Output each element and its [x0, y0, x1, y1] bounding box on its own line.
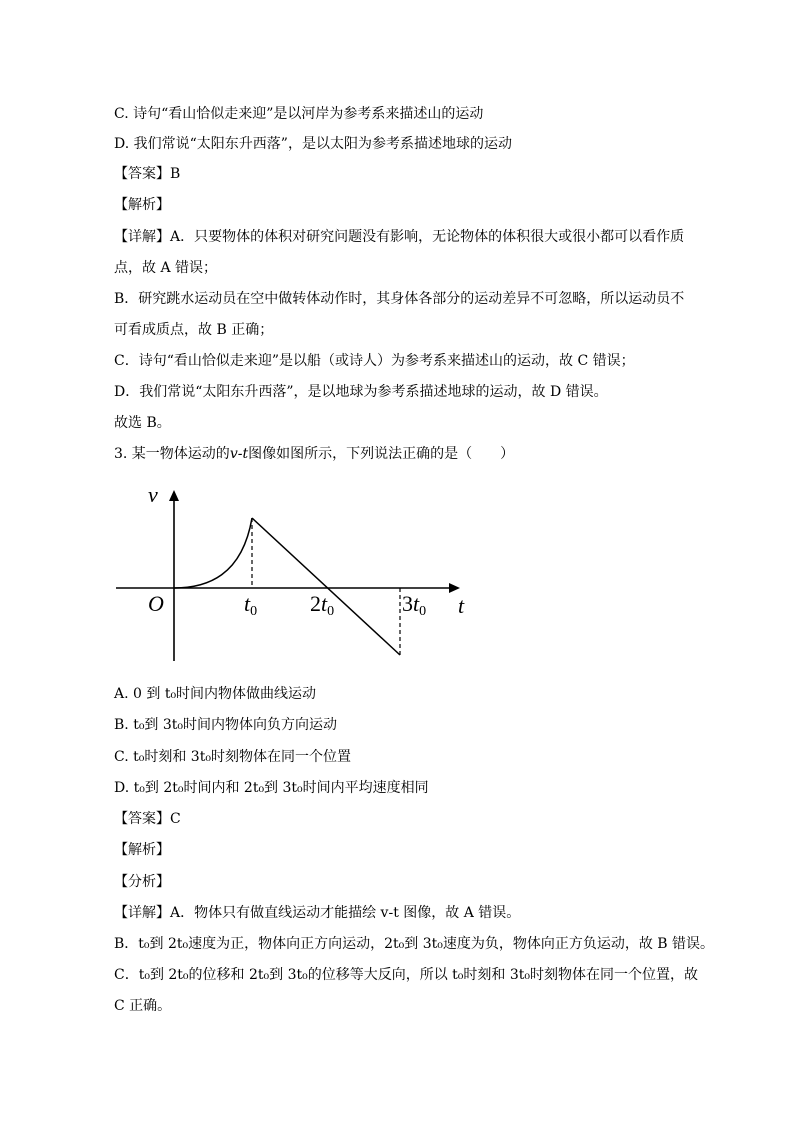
- stem-vt: v-t: [229, 446, 249, 462]
- t-axis-label: t: [458, 593, 465, 618]
- q3-detail-c-line2: C 正确。: [114, 998, 172, 1014]
- v-axis-arrow: [169, 490, 179, 501]
- q3-option-c: C. t₀时刻和 3t₀时刻物体在同一个位置: [114, 749, 351, 765]
- q3-detail-c-line1: C．t₀到 2t₀的位移和 2t₀到 3t₀的位移等大反向，所以 t₀时刻和 3t₀时刻物体在同一个位置，故: [114, 967, 699, 983]
- t0-sub: 0: [250, 604, 258, 619]
- q3-option-b: B. t₀到 3t₀时间内物体向负方向运动: [114, 717, 338, 733]
- q3-option-a: A. 0 到 t₀时间内物体做曲线运动: [114, 686, 317, 702]
- t0-label: [244, 591, 257, 619]
- prev-option-c: C. 诗句“看山恰似走来迎”是以河岸为参考系来描述山的运动: [114, 106, 484, 122]
- q3-detail-b: B．t₀到 2t₀速度为正，物体向正方向运动，2t₀到 3t₀速度为负，物体向正方负运动，故 B 错误。: [114, 936, 715, 952]
- 2t0-var: t: [321, 591, 328, 616]
- prev-detail-b-line2: 可看成质点，故 B 正确；: [114, 322, 274, 338]
- prev-detail-c: C．诗句“看山恰似走来迎”是以船（或诗人）为参考系来描述山的运动，故 C 错误；: [114, 353, 635, 369]
- 2t0-coef: 2: [310, 591, 321, 616]
- velocity-curve-0-t0: [174, 518, 252, 588]
- prev-answer: 【答案】B: [114, 166, 181, 182]
- vt-graph: [112, 476, 472, 666]
- prev-detail-d: D．我们常说“太阳东升西落”，是以地球为参考系描述地球的运动，故 D 错误。: [114, 384, 608, 400]
- 2t0-sub: 0: [327, 604, 335, 619]
- prev-detail-a-line2: 点，故 A 错误；: [114, 260, 218, 276]
- prev-analysis-heading: 【解析】: [114, 197, 170, 213]
- 3t0-label: [402, 591, 426, 619]
- q3-detail-a: 【详解】A．物体只有做直线运动才能描绘 v-t 图像，故 A 错误。: [114, 905, 521, 921]
- 3t0-coef: 3: [402, 591, 413, 616]
- q3-analysis-heading: 【解析】: [114, 842, 170, 858]
- 3t0-var: t: [413, 591, 420, 616]
- prev-option-d: D. 我们常说“太阳东升西落”，是以太阳为参考系描述地球的运动: [114, 136, 512, 152]
- q3-answer: 【答案】C: [114, 811, 181, 827]
- t0-var: t: [244, 591, 251, 616]
- origin-label: O: [148, 591, 164, 616]
- question3-stem: [114, 444, 514, 464]
- q3-option-d: D. t₀到 2t₀时间内和 2t₀到 3t₀时间内平均速度相同: [114, 780, 429, 796]
- stem-pre: 3. 某一物体运动的: [114, 446, 230, 462]
- t-axis-arrow: [449, 583, 460, 593]
- prev-detail-a-line1: 【详解】A．只要物体的体积对研究问题没有影响，无论物体的体积很大或很小都可以看作质: [114, 229, 685, 245]
- 3t0-sub: 0: [419, 604, 427, 619]
- prev-detail-b-line1: B．研究跳水运动员在空中做转体动作时，其身体各部分的运动差异不可忽略，所以运动员不: [114, 291, 685, 307]
- 2t0-label: [310, 591, 334, 619]
- velocity-line-t0-3t0: [252, 518, 400, 655]
- q3-fenxi-heading: 【分析】: [114, 874, 170, 890]
- stem-post: 图像如图所示，下列说法正确的是（ ）: [248, 446, 515, 462]
- v-axis-label: v: [148, 482, 158, 507]
- prev-conclusion: 故选 B。: [114, 415, 171, 431]
